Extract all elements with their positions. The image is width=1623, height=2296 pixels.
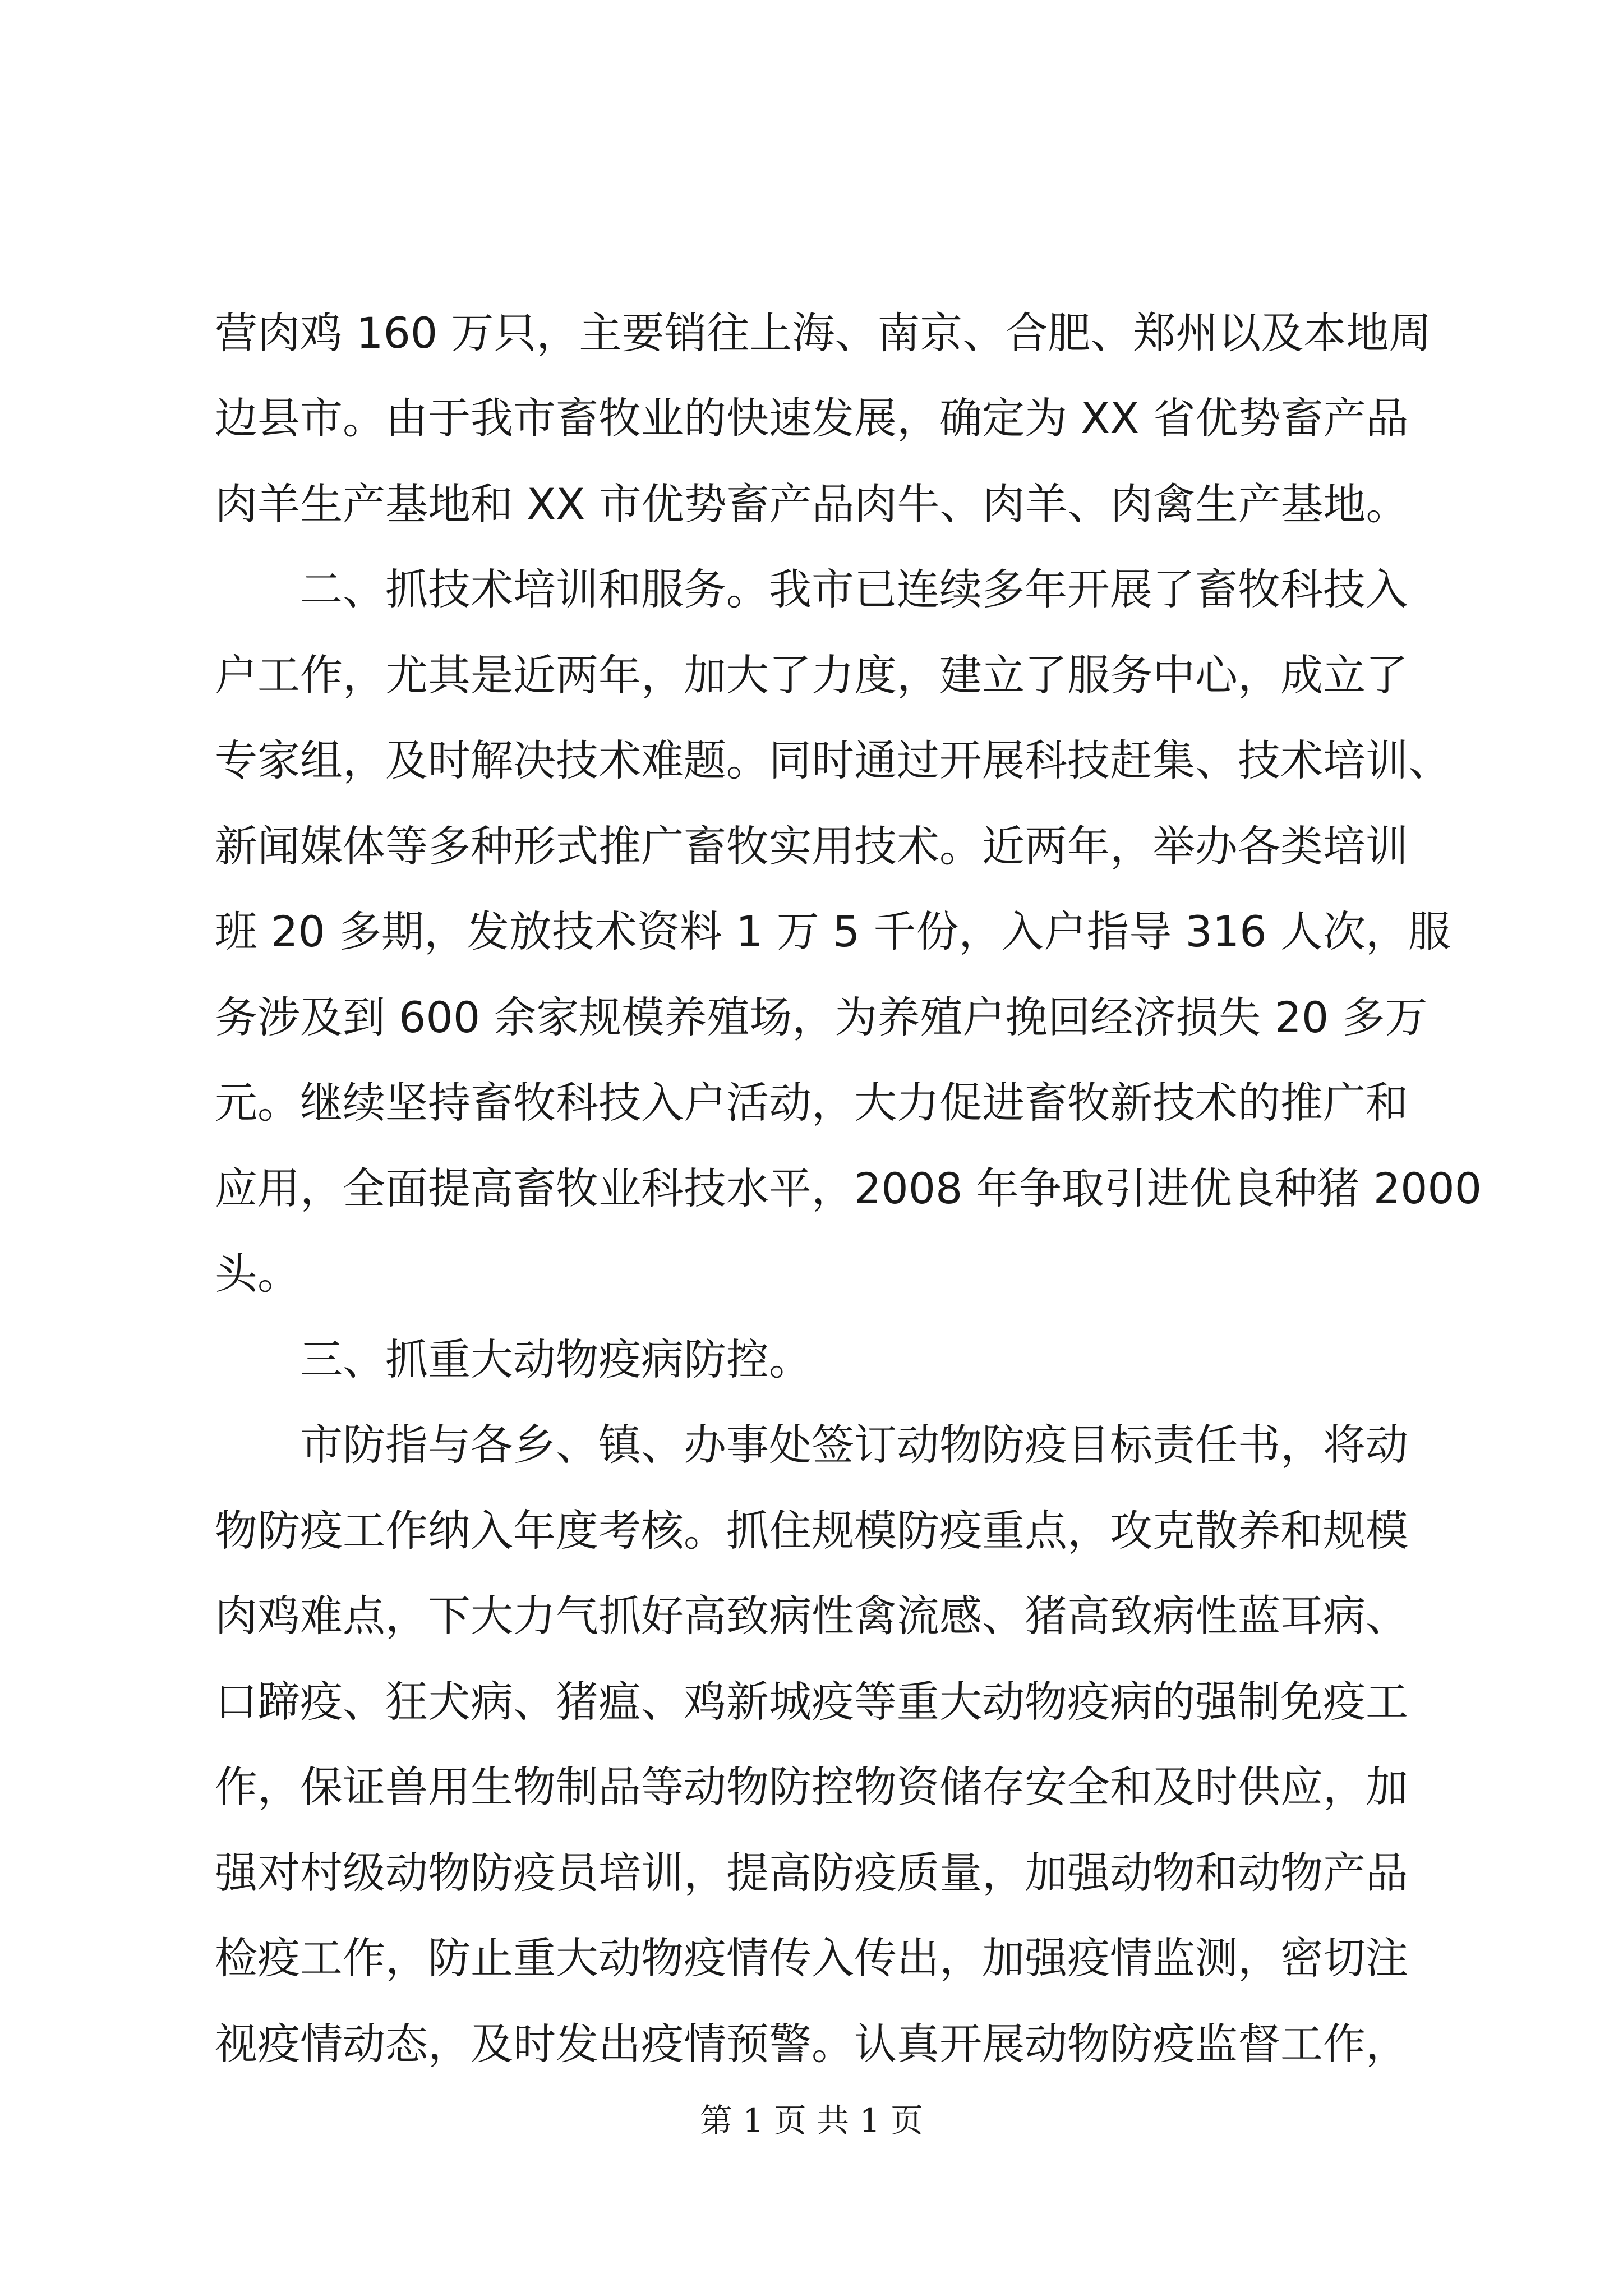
- text-line: 视疫情动态，及时发出疫情预警。认真开展动物防疫监督工作，: [215, 2019, 1408, 2069]
- page-number-footer: 第 1 页 共 1 页: [700, 2101, 923, 2139]
- text-line: 检疫工作，防止重大动物疫情传入传出，加强疫情监测，密切注: [215, 1933, 1408, 1983]
- text-line: 户工作，尤其是近两年，加大了力度，建立了服务中心，成立了: [215, 650, 1408, 700]
- text-line: 强对村级动物防疫员培训，提高防疫质量，加强动物和动物产品: [215, 1848, 1408, 1898]
- text-line: 作，保证兽用生物制品等动物防控物资储存安全和及时供应，加: [215, 1762, 1408, 1812]
- text-line: 肉鸡难点，下大力气抓好高致病性禽流感、猪高致病性蓝耳病、: [215, 1591, 1408, 1641]
- text-line: 市防指与各乡、镇、办事处签订动物防疫目标责任书，将动: [215, 1420, 1408, 1470]
- text-line: 应用，全面提高畜牧业科技水平，2008 年争取引进优良种猪 2000: [215, 1163, 1482, 1213]
- text-line: 元。继续坚持畜牧科技入户活动，大力促进畜牧新技术的推广和: [215, 1078, 1408, 1128]
- text-line: 新闻媒体等多种形式推广畜牧实用技术。近两年，举办各类培训: [215, 821, 1408, 871]
- text-line: 专家组，及时解决技术难题。同时通过开展科技赶集、技术培训、: [215, 735, 1451, 785]
- text-line: 边县市。由于我市畜牧业的快速发展，确定为 XX 省优势畜产品: [215, 393, 1409, 443]
- text-line: 三、抓重大动物疫病防控。: [215, 1335, 811, 1384]
- text-line: 肉羊生产基地和 XX 市优势畜产品肉牛、肉羊、肉禽生产基地。: [215, 479, 1409, 529]
- text-line: 务涉及到 600 余家规模养殖场，为养殖户挽回经济损失 20 多万: [215, 992, 1428, 1042]
- text-line: 二、抓技术培训和服务。我市已连续多年开展了畜牧科技入: [215, 564, 1408, 614]
- text-line: 头。: [215, 1249, 300, 1299]
- text-line: 班 20 多期，发放技术资料 1 万 5 千份，入户指导 316 人次，服: [215, 907, 1451, 956]
- text-line: 口蹄疫、狂犬病、猪瘟、鸡新城疫等重大动物疫病的强制免疫工: [215, 1677, 1408, 1727]
- text-line: 物防疫工作纳入年度考核。抓住规模防疫重点，攻克散养和规模: [215, 1506, 1408, 1556]
- text-line: 营肉鸡 160 万只，主要销往上海、南京、合肥、郑州以及本地周: [215, 308, 1432, 358]
